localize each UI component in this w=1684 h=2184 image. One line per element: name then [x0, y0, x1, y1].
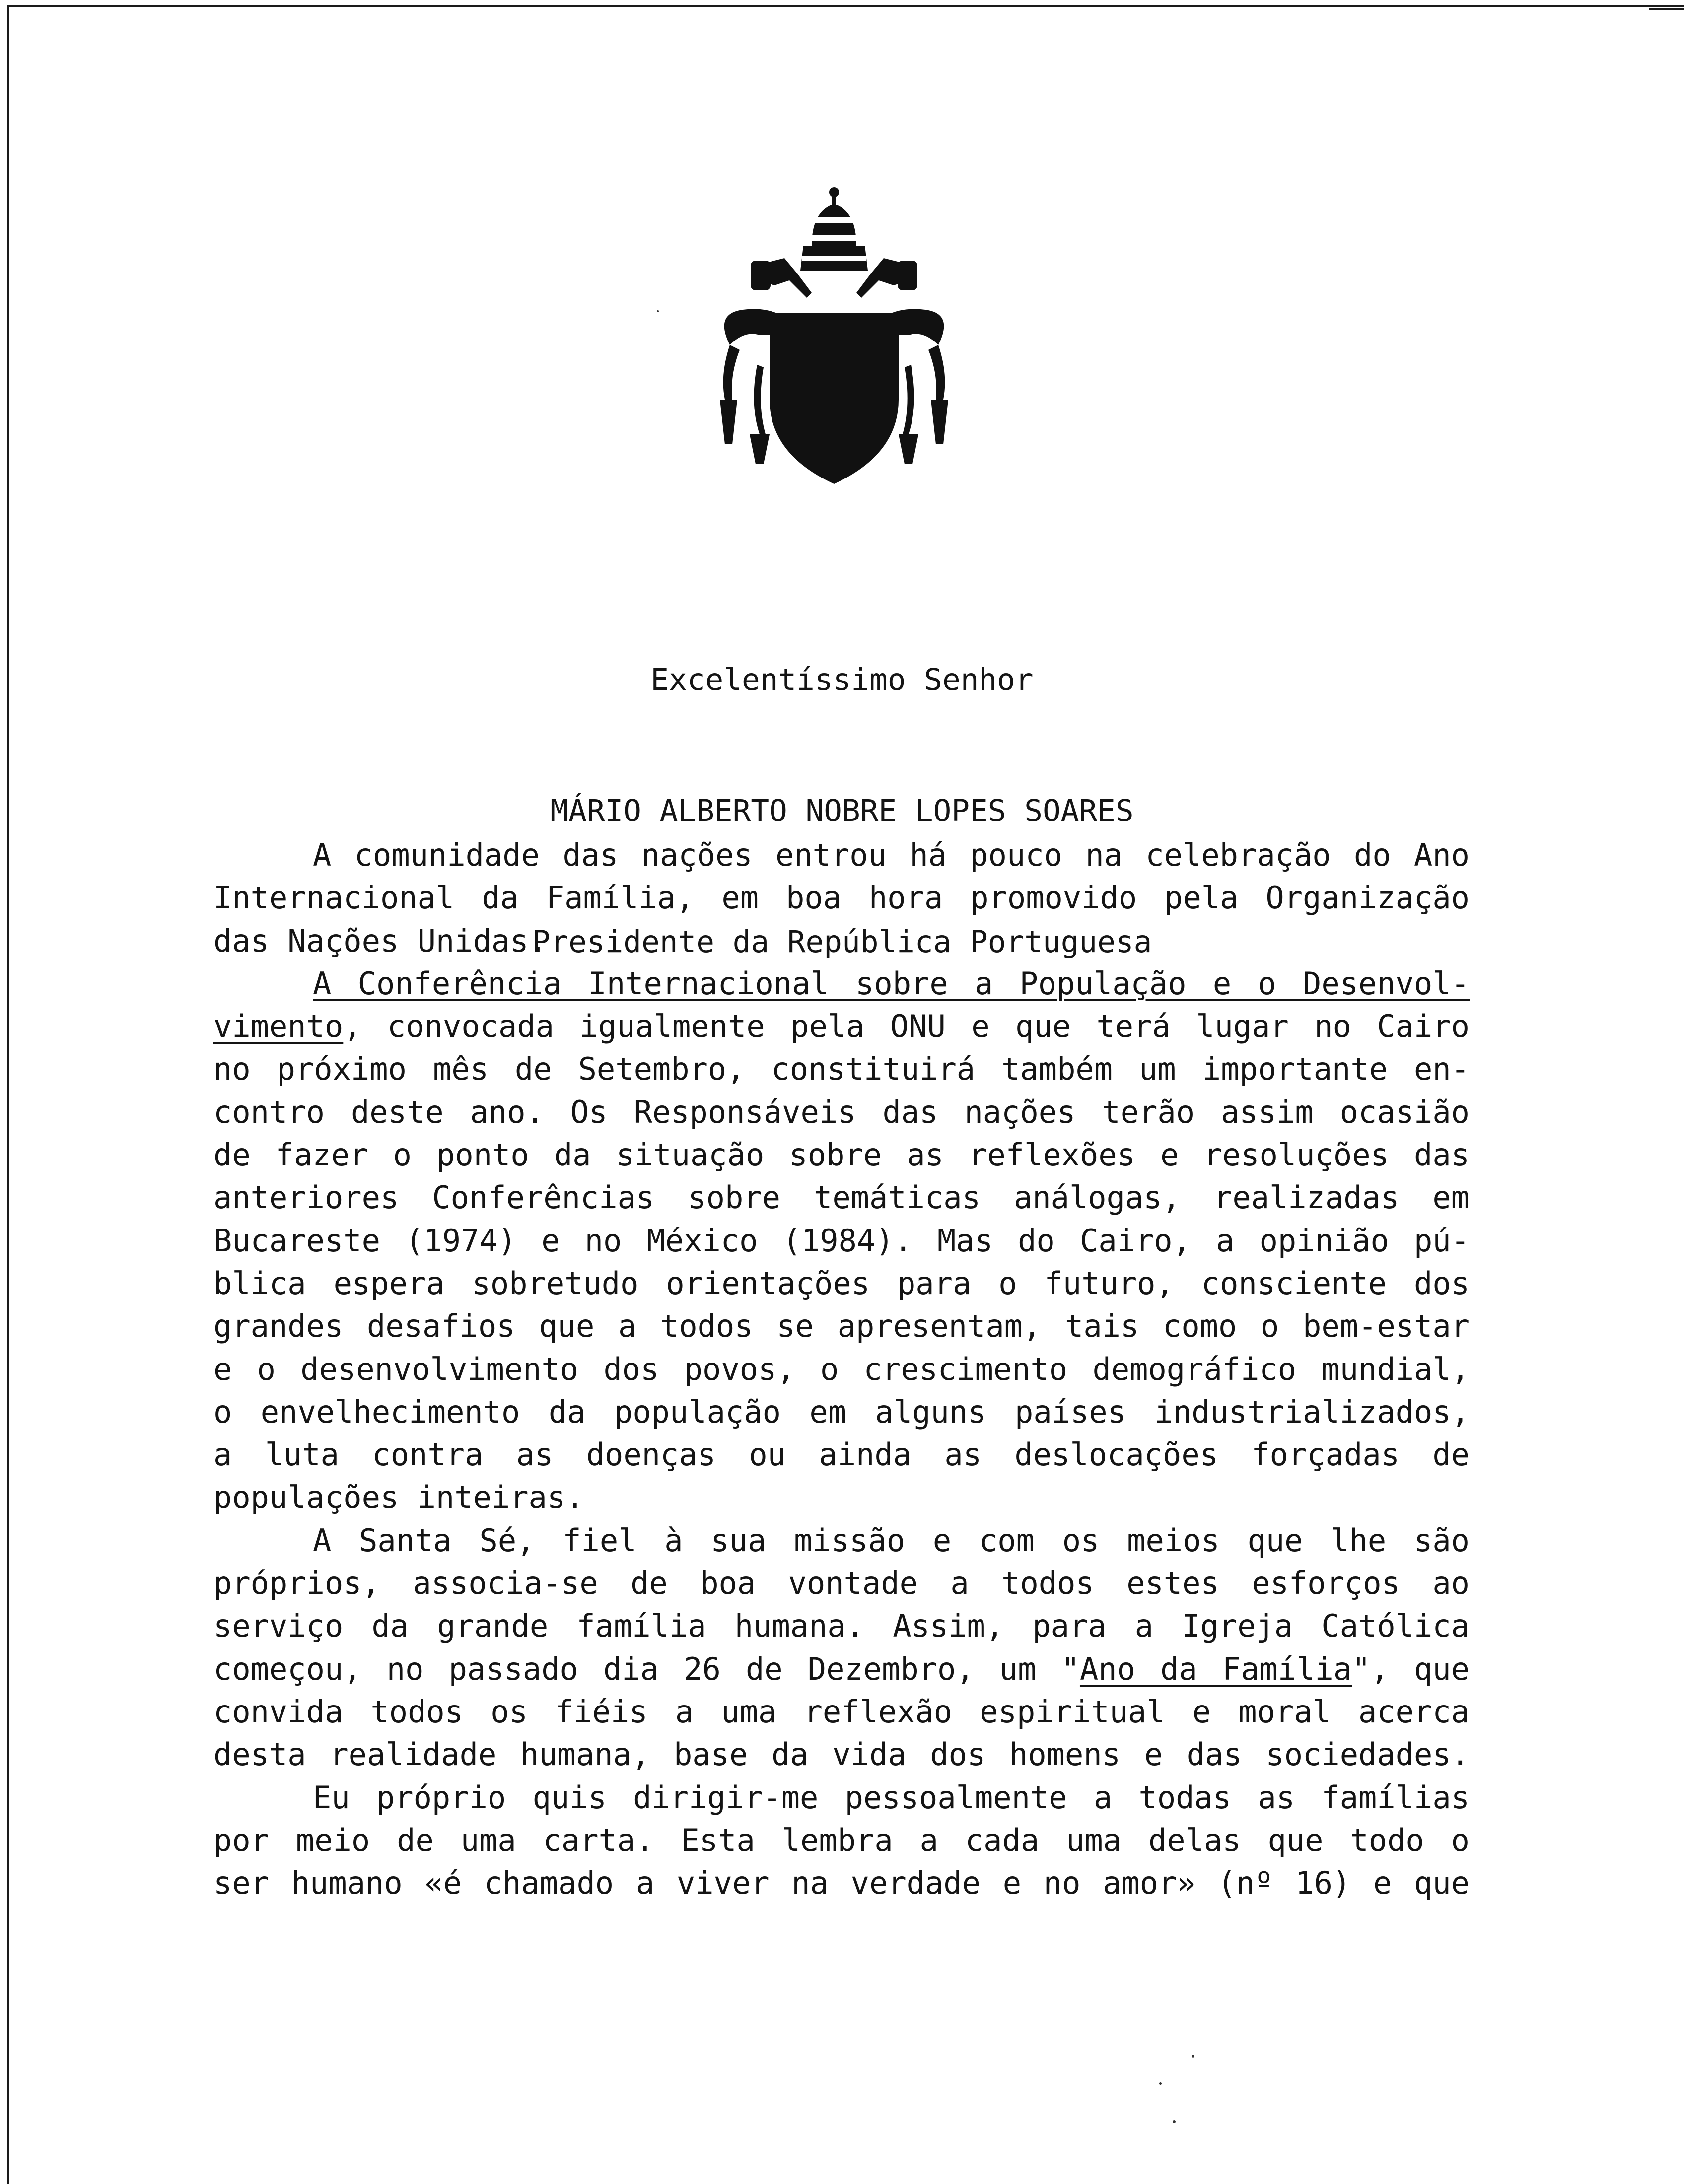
text-line: anteriores Conferências sobre temáticas análogas, realizadas em	[213, 1179, 1470, 1216]
text-line: populações inteiras.	[213, 1479, 584, 1516]
text-line: e o desenvolvimento dos povos, o crescimento demográfico mundial,	[213, 1351, 1470, 1387]
papal-coat-of-arms-icon	[710, 186, 958, 494]
addressee-title: Presidente da República Portuguesa	[532, 924, 1152, 959]
underlined-text: A Conferência Internacional sobre a População e o Desenvol-	[313, 965, 1470, 1002]
text-line: A comunidade das nações entrou há pouco na celebração do Ano	[313, 837, 1470, 873]
text-line: Eu próprio quis dirigir-me pessoalmente a todas as famílias	[313, 1779, 1470, 1816]
text-line: ser humano «é chamado a viver na verdade e no amor» (nº 16) e que	[213, 1865, 1470, 1902]
scan-speck	[1192, 2055, 1194, 2058]
underlined-text: Ano da Família	[1079, 1650, 1352, 1687]
text-line: a luta contra as doenças ou ainda as deslocações forçadas de	[213, 1436, 1470, 1473]
letter-body	[213, 834, 1470, 1905]
text-line	[213, 962, 1470, 1005]
text-line: A Santa Sé, fiel à sua missão e com os meios que lhe são	[313, 1522, 1470, 1559]
text-line: contro deste ano. Os Responsáveis das nações terão assim ocasião	[213, 1093, 1470, 1130]
page-top-border-mark	[1649, 8, 1684, 10]
text-line: blica espera sobretudo orientações para o futuro, consciente dos	[213, 1265, 1470, 1301]
text-line: das Nações Unidas.	[213, 922, 547, 959]
text-line: o envelhecimento da população em alguns países industrializados,	[213, 1393, 1470, 1430]
text-line: desta realidade humana, base da vida dos homens e das sociedades.	[213, 1736, 1470, 1773]
text-line: Bucareste (1974) e no México (1984). Mas do Cairo, a opinião pú-	[213, 1222, 1470, 1259]
page-top-border	[7, 5, 1684, 7]
scan-speck	[1173, 2120, 1176, 2123]
text-line: por meio de uma carta. Esta lembra a cada uma delas que todo o	[213, 1822, 1470, 1858]
text-line: começou, no passado dia 26 de Dezembro, um "Ano da Família", que	[213, 1650, 1470, 1687]
underlined-text: vimento	[213, 1008, 344, 1045]
text-line: próprios, associa-se de boa vontade a todos estes esforços ao	[213, 1565, 1470, 1602]
text-line: vimento, convocada igualmente pela ONU e que terá lugar no Cairo	[213, 1008, 1470, 1045]
scan-speck	[1159, 2082, 1162, 2085]
text-line: grandes desafios que a todos se apresentam, tais como o bem-estar	[213, 1308, 1470, 1345]
addressee-name: MÁRIO ALBERTO NOBRE LOPES SOARES	[550, 793, 1134, 828]
text-line: serviço da grande família humana. Assim, para a Igreja Católica	[213, 1608, 1470, 1644]
text-line: convida todos os fiéis a uma reflexão espiritual e moral acerca	[213, 1693, 1470, 1730]
text-line: Internacional da Família, em boa hora promovido pela Organização	[213, 880, 1470, 916]
addressee-salutation: Excelentíssimo Senhor	[650, 662, 1034, 697]
text-line: de fazer o ponto da situação sobre as reflexões e resoluções das	[213, 1137, 1470, 1173]
scan-speck	[657, 310, 659, 312]
text-line: no próximo mês de Setembro, constituirá também um importante en-	[213, 1051, 1470, 1088]
page-left-border	[7, 5, 9, 2184]
